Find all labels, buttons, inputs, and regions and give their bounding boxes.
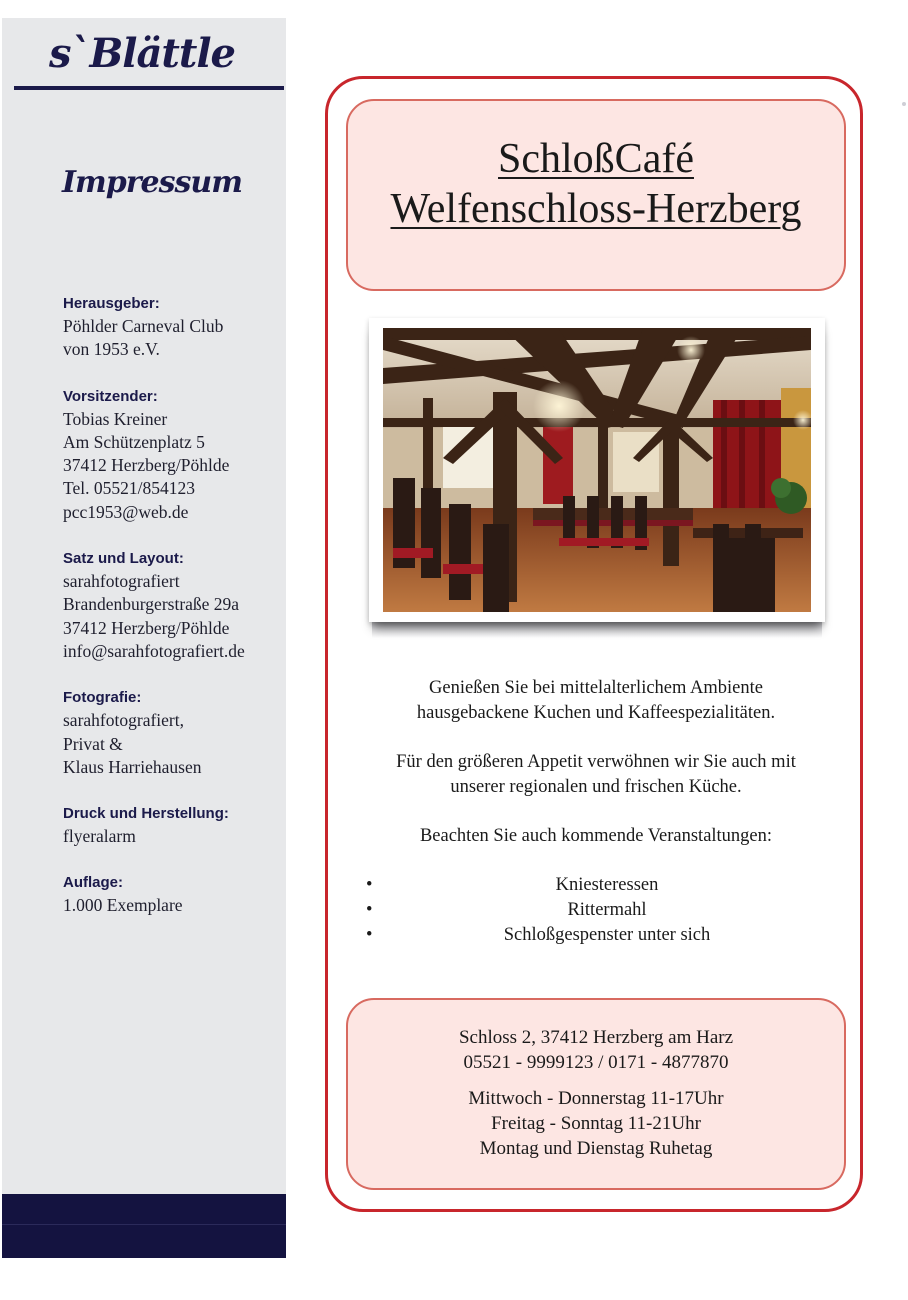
description-line: Für den größeren Appetit verwöhnen wir Sie auch mit — [396, 752, 796, 772]
event-name: Kniesteressen — [555, 875, 659, 895]
description-line: hausgebackene Kuchen und Kaffeespezialitäten. — [416, 703, 776, 723]
imprint-photography — [63, 686, 278, 779]
imprint-heading: Impressum — [62, 165, 242, 200]
imprint-line: Klaus Harriehausen — [63, 756, 202, 777]
castle-name: Welfenschloss-Herzberg — [390, 186, 802, 232]
bullet-icon: • — [366, 900, 373, 920]
imprint-label: Auflage: — [63, 874, 123, 892]
imprint-label: Herausgeber: — [63, 295, 160, 312]
imprint-phone: Tel. 05521/854123 — [63, 478, 195, 499]
imprint-line: sarahfotografiert — [63, 571, 180, 592]
bullet-icon: • — [366, 925, 373, 945]
photo-shadow — [372, 620, 822, 638]
imprint-line: Brandenburgerstraße 29a — [63, 594, 240, 615]
imprint-email[interactable]: info@sarahfotografiert.de — [63, 640, 245, 661]
brand-divider — [14, 86, 284, 90]
cafe-interior-photo — [383, 328, 811, 612]
imprint-email[interactable]: pcc1953@web.de — [63, 501, 189, 522]
description-paragraph — [346, 676, 846, 726]
list-item — [346, 873, 846, 898]
imprint-line: Privat & — [63, 733, 123, 754]
title-box — [346, 99, 846, 291]
cafe-description — [346, 676, 846, 948]
opening-hours-line: Freitag - Sonntag 11-21Uhr — [491, 1113, 701, 1134]
edge-mark — [902, 102, 906, 106]
imprint-list — [63, 292, 278, 941]
imprint-line: 1.000 Exemplare — [63, 895, 183, 916]
brand-logo: s`Blättle — [48, 30, 236, 77]
list-item — [346, 898, 846, 923]
opening-hours-line: Mittwoch - Donnerstag 11-17Uhr — [468, 1088, 724, 1109]
imprint-publisher — [63, 292, 278, 362]
contact-box — [346, 998, 846, 1190]
bullet-icon: • — [366, 875, 373, 895]
imprint-printing — [63, 802, 278, 848]
imprint-label: Vorsitzender: — [63, 387, 158, 405]
imprint-edition — [63, 871, 278, 917]
phone-text: 05521 - 9999123 / 0171 - 4877870 — [463, 1052, 729, 1073]
imprint-line: flyeralarm — [63, 826, 136, 847]
address-text: Schloss 2, 37412 Herzberg am Harz — [458, 1027, 734, 1048]
events-list — [346, 873, 846, 948]
footer-band-divider — [2, 1224, 286, 1225]
imprint-label: Druck und Herstellung: — [63, 805, 229, 823]
event-name: Schloßgespenster unter sich — [503, 925, 711, 945]
imprint-label: Fotografie: — [63, 689, 142, 707]
photo-frame — [369, 318, 825, 622]
events-intro: Beachten Sie auch kommende Veranstaltungen: — [419, 826, 773, 846]
opening-hours-line: Montag und Dienstag Ruhetag — [479, 1138, 713, 1159]
description-line: Genießen Sie bei mittelalterlichem Ambiente — [429, 678, 763, 698]
imprint-label: Satz und Layout: — [63, 550, 184, 568]
description-line: unserer regionalen und frischen Küche. — [450, 777, 742, 797]
imprint-layout — [63, 547, 278, 663]
list-item — [346, 923, 846, 948]
imprint-line: 37412 Herzberg/Pöhlde — [63, 617, 230, 638]
cafe-name: SchloßCafé — [498, 136, 694, 182]
imprint-chairman — [63, 385, 278, 524]
event-name: Rittermahl — [567, 900, 647, 920]
imprint-line: Pöhlder Carneval Club — [63, 316, 224, 336]
imprint-line: 37412 Herzberg/Pöhlde — [63, 455, 230, 476]
imprint-line: Am Schützenplatz 5 — [63, 431, 205, 452]
sidebar-footer-band — [2, 1194, 286, 1258]
imprint-line: von 1953 e.V. — [63, 339, 160, 360]
imprint-line: Tobias Kreiner — [63, 408, 168, 429]
imprint-line: sarahfotografiert, — [63, 710, 184, 731]
description-paragraph — [346, 750, 846, 800]
